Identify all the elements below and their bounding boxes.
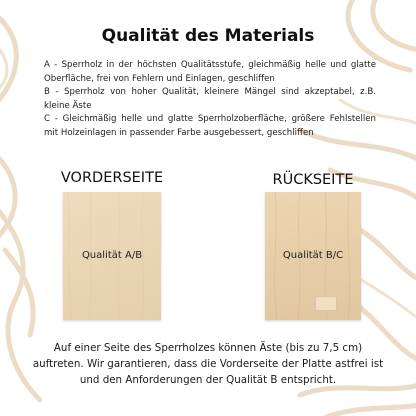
quality-c-text: C - Gleichmäßig helle und glatte Sperrholzoberfläche, größere Fehlstellen mit Holzeinlagen in passender Farbe ausgebessert, geschliffen: [44, 114, 376, 138]
quality-a-text: A - Sperrholz in der höchsten Qualitätsstufe, gleichmäßig helle und glatte Oberfläche, frei von Fehlern und Einlagen, geschliffen: [44, 60, 376, 84]
back-plywood-panel: [265, 192, 361, 320]
footer-note: Auf einer Seite des Sperrholzes können Äste (bis zu 7,5 cm) auftreten. Wir garantieren, dass die Vorderseite der Platte astfrei ist und den Anforderungen der Qualität B entspricht.: [32, 342, 384, 386]
page-title: Qualität des Materials: [101, 26, 315, 46]
wood-inlay-patch: [315, 296, 337, 311]
front-side-label: VORDERSEITE: [60, 170, 164, 186]
front-quality-text: Qualität A/B: [81, 250, 143, 261]
quality-description: [44, 59, 376, 141]
back-quality-text: Qualität B/C: [282, 250, 344, 261]
back-side-label: RÜCKSEITE: [272, 172, 354, 188]
quality-b-text: B - Sperrholz von hoher Qualität, kleinere Mängel sind akzeptabel, z.B. kleine Äste: [44, 87, 376, 111]
front-plywood-panel: [63, 192, 161, 320]
